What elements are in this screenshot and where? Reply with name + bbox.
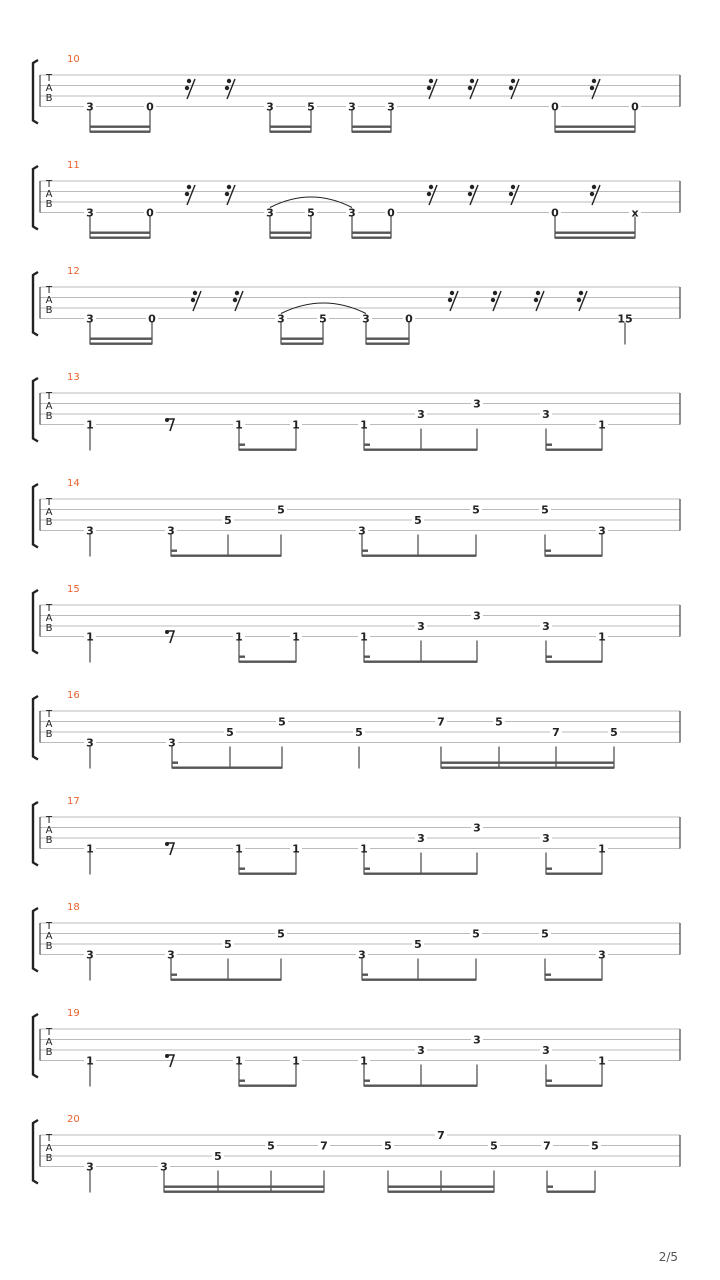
- beam: [545, 979, 602, 981]
- beam: [546, 1085, 602, 1087]
- rest-flag-dot: [165, 842, 169, 846]
- fret-number: 3: [266, 100, 274, 114]
- fret-number: 5: [541, 927, 549, 941]
- rest-flag-dot: [427, 192, 431, 196]
- tab-clef-letter: T: [45, 1027, 53, 1038]
- rest-flag-dot: [590, 86, 594, 90]
- tab-system: [33, 902, 680, 981]
- fret-number: 3: [358, 524, 366, 538]
- tab-clef-letter: B: [45, 93, 53, 104]
- fret-number: 0: [148, 312, 156, 326]
- beam: [239, 1085, 296, 1087]
- beam-partial: [546, 1080, 552, 1082]
- fret-number: 5: [495, 715, 503, 729]
- beam: [239, 661, 296, 663]
- beam: [90, 237, 150, 239]
- fret-number: 5: [610, 726, 618, 739]
- tab-system: [33, 54, 680, 133]
- tab-clef-letter: A: [45, 825, 53, 836]
- tab-clef-letter: B: [45, 411, 53, 422]
- beam-partial: [547, 1186, 553, 1188]
- system-bracket: [33, 60, 38, 124]
- beam: [546, 449, 602, 451]
- tab-system: [33, 372, 680, 451]
- tab-system: [33, 1114, 680, 1193]
- tab-clef-letter: A: [45, 401, 53, 412]
- fret-number: 3: [417, 620, 425, 633]
- rest-flag-dot: [429, 185, 433, 189]
- fret-number: 5: [267, 1139, 275, 1153]
- measure-number: 20: [67, 1114, 80, 1125]
- beam: [555, 131, 635, 133]
- beam: [555, 237, 635, 239]
- fret-number: 15: [617, 312, 633, 326]
- fret-number: 3: [167, 948, 175, 962]
- fret-number: 5: [355, 726, 363, 739]
- rest-flag-dot: [185, 86, 189, 90]
- fret-number: 1: [292, 842, 300, 856]
- fret-number: 3: [168, 736, 176, 750]
- beam: [171, 555, 281, 557]
- tab-clef-letter: T: [45, 73, 53, 84]
- fret-number: 3: [473, 821, 481, 835]
- fret-number: 1: [86, 842, 94, 856]
- tab-system: [33, 266, 680, 345]
- fret-number: 5: [224, 514, 232, 527]
- beam: [270, 237, 311, 239]
- fret-number: 1: [598, 1054, 606, 1068]
- beam-partial: [546, 868, 552, 870]
- tab-clef-letter: T: [45, 603, 53, 614]
- beam-partial: [364, 868, 370, 870]
- tab-clef-letter: B: [45, 199, 53, 210]
- beam-partial: [545, 550, 551, 552]
- beam: [352, 237, 391, 239]
- system-bracket: [33, 590, 38, 654]
- fret-number: 1: [235, 630, 243, 644]
- rest-flag-dot: [235, 291, 239, 295]
- fret-number: 1: [86, 1054, 94, 1068]
- measure-number: 14: [67, 478, 80, 489]
- beam-secondary: [90, 338, 152, 340]
- fret-number: 5: [541, 503, 549, 517]
- beam: [546, 873, 602, 875]
- rest-flag-dot: [493, 291, 497, 295]
- tab-clef-letter: B: [45, 835, 53, 846]
- rest-flag-dot: [509, 86, 513, 90]
- fret-number: 3: [542, 832, 550, 845]
- beam-secondary: [281, 338, 323, 340]
- beam-secondary: [352, 126, 391, 128]
- beam: [239, 449, 296, 451]
- fret-number: 5: [307, 206, 315, 220]
- fret-number: 5: [278, 715, 286, 729]
- fret-number: 0: [631, 100, 639, 114]
- fret-number: 0: [551, 100, 559, 114]
- tab-clef-letter: B: [45, 623, 53, 634]
- measure-number: 18: [67, 902, 80, 913]
- beam-partial: [239, 868, 245, 870]
- beam: [171, 979, 281, 981]
- fret-number: 1: [292, 418, 300, 432]
- tab-clef-letter: A: [45, 507, 53, 518]
- rest-flag-dot: [429, 79, 433, 83]
- tab-system: [33, 160, 680, 239]
- rest-flag-dot: [187, 79, 191, 83]
- rest-flag-dot: [579, 291, 583, 295]
- beam: [364, 873, 477, 875]
- fret-number: 3: [86, 1160, 94, 1174]
- rest-flag-dot: [427, 86, 431, 90]
- fret-number: 1: [360, 1054, 368, 1068]
- beam-secondary: [352, 232, 391, 234]
- rest-flag-dot: [468, 86, 472, 90]
- rest-flag-dot: [227, 79, 231, 83]
- fret-number: 0: [146, 100, 154, 114]
- fret-number: 3: [86, 948, 94, 962]
- fret-number: 3: [387, 100, 395, 114]
- beam: [239, 873, 296, 875]
- tab-clef-letter: A: [45, 189, 53, 200]
- fret-number: 1: [598, 842, 606, 856]
- fret-number: 1: [86, 630, 94, 644]
- beam-partial: [545, 974, 551, 976]
- beam-partial: [546, 444, 552, 446]
- fret-number: 3: [348, 206, 356, 220]
- beam: [364, 1085, 477, 1087]
- fret-number: 3: [167, 524, 175, 538]
- tab-system: [33, 690, 680, 769]
- fret-number: 3: [348, 100, 356, 114]
- fret-number: 3: [86, 206, 94, 220]
- fret-number: 3: [417, 408, 425, 421]
- fret-number: 5: [214, 1150, 222, 1163]
- fret-number: 1: [360, 630, 368, 644]
- tab-clef-letter: A: [45, 613, 53, 624]
- tab-clef-letter: A: [45, 931, 53, 942]
- fret-number: 3: [86, 524, 94, 538]
- tab-clef-letter: A: [45, 1143, 53, 1154]
- measure-number: 19: [67, 1008, 80, 1019]
- fret-number: 5: [490, 1139, 498, 1153]
- system-bracket: [33, 166, 38, 230]
- fret-number: 5: [472, 927, 480, 941]
- tab-clef-letter: T: [45, 285, 53, 296]
- rest-flag-dot: [165, 1054, 169, 1058]
- beam-partial: [171, 974, 177, 976]
- beam: [388, 1191, 494, 1193]
- system-bracket: [33, 908, 38, 972]
- fret-number: 5: [307, 100, 315, 114]
- fret-number: 1: [598, 630, 606, 644]
- fret-number: 5: [319, 312, 327, 326]
- beam-secondary: [366, 338, 409, 340]
- fret-number: 1: [235, 1054, 243, 1068]
- fret-number: 7: [552, 726, 560, 739]
- tab-clef-letter: B: [45, 1047, 53, 1058]
- beam-partial: [239, 656, 245, 658]
- fret-number: 3: [86, 312, 94, 326]
- rest-flag-dot: [450, 291, 454, 295]
- beam-secondary: [90, 232, 150, 234]
- beam-secondary: [90, 126, 150, 128]
- tab-clef-letter: B: [45, 305, 53, 316]
- rest-flag-dot: [470, 79, 474, 83]
- fret-number: 0: [387, 206, 395, 220]
- beam-partial: [364, 444, 370, 446]
- fret-number: 3: [598, 948, 606, 962]
- fret-number: 1: [235, 418, 243, 432]
- beam-secondary: [270, 126, 311, 128]
- beam: [545, 555, 602, 557]
- beam-partial: [546, 656, 552, 658]
- beam: [366, 343, 409, 345]
- measure-number: 15: [67, 584, 80, 595]
- fret-number: 3: [417, 832, 425, 845]
- measure-number: 16: [67, 690, 80, 701]
- rest-flag-dot: [227, 185, 231, 189]
- rest-flag-dot: [448, 298, 452, 302]
- beam-secondary: [388, 1186, 494, 1188]
- fret-number: 7: [543, 1139, 551, 1153]
- rest-flag-dot: [491, 298, 495, 302]
- fret-number: 5: [591, 1139, 599, 1153]
- measure-number: 11: [67, 160, 80, 171]
- system-bracket: [33, 1120, 38, 1184]
- fret-number: 3: [473, 1033, 481, 1047]
- beam-partial: [362, 974, 368, 976]
- fret-number: 3: [542, 620, 550, 633]
- rest-flag-dot: [536, 291, 540, 295]
- fret-number: 5: [226, 726, 234, 739]
- beam: [172, 767, 282, 769]
- beam: [164, 1191, 324, 1193]
- fret-number: 3: [86, 736, 94, 750]
- beam-partial: [362, 550, 368, 552]
- beam: [547, 1191, 595, 1193]
- measure-number: 12: [67, 266, 80, 277]
- rest-flag-dot: [187, 185, 191, 189]
- fret-number: 1: [292, 630, 300, 644]
- tab-clef-letter: A: [45, 719, 53, 730]
- fret-number: 3: [86, 100, 94, 114]
- rest-flag-dot: [165, 418, 169, 422]
- tab-clef-letter: A: [45, 83, 53, 94]
- fret-number: 0: [146, 206, 154, 220]
- rest-flag-dot: [468, 192, 472, 196]
- rest-flag-dot: [590, 192, 594, 196]
- beam: [270, 131, 311, 133]
- beam: [546, 661, 602, 663]
- beam: [362, 979, 476, 981]
- beam: [90, 343, 152, 345]
- beam-secondary: [555, 232, 635, 234]
- fret-number: 3: [473, 609, 481, 623]
- tab-clef-letter: T: [45, 709, 53, 720]
- fret-number: 3: [358, 948, 366, 962]
- fret-number: 1: [598, 418, 606, 432]
- measure-number: 13: [67, 372, 80, 383]
- beam-partial: [172, 762, 178, 764]
- tab-clef-letter: T: [45, 921, 53, 932]
- fret-number: 5: [384, 1139, 392, 1153]
- beam-partial: [239, 1080, 245, 1082]
- tab-clef-letter: B: [45, 1153, 53, 1164]
- fret-number: 7: [437, 715, 445, 729]
- fret-number: 0: [551, 206, 559, 220]
- fret-number: 3: [160, 1160, 168, 1174]
- rest-flag-dot: [165, 630, 169, 634]
- rest-flag-dot: [225, 192, 229, 196]
- fret-number: 3: [542, 1044, 550, 1057]
- system-bracket: [33, 1014, 38, 1078]
- fret-number: x: [631, 206, 639, 220]
- tab-clef-letter: B: [45, 729, 53, 740]
- fret-number: 7: [437, 1129, 445, 1142]
- rest-flag-dot: [534, 298, 538, 302]
- fret-number: 7: [320, 1139, 328, 1153]
- beam-secondary: [555, 126, 635, 128]
- beam-partial: [364, 656, 370, 658]
- beam-secondary: [270, 232, 311, 234]
- tab-system: [33, 478, 680, 557]
- tab-clef-letter: B: [45, 517, 53, 528]
- tab-clef-letter: A: [45, 295, 53, 306]
- tab-clef-letter: T: [45, 1133, 53, 1144]
- fret-number: 1: [360, 418, 368, 432]
- rest-flag-dot: [185, 192, 189, 196]
- fret-number: 3: [417, 1044, 425, 1057]
- system-bracket: [33, 802, 38, 866]
- fret-number: 5: [277, 503, 285, 517]
- tab-clef-letter: B: [45, 941, 53, 952]
- fret-number: 5: [224, 938, 232, 951]
- rest-flag-dot: [509, 192, 513, 196]
- rest-flag-dot: [470, 185, 474, 189]
- measure-number: 10: [67, 54, 80, 65]
- fret-number: 3: [598, 524, 606, 538]
- tab-clef-letter: T: [45, 497, 53, 508]
- system-bracket: [33, 696, 38, 760]
- system-bracket: [33, 378, 38, 442]
- beam: [281, 343, 323, 345]
- beam-secondary: [441, 762, 614, 764]
- beam: [441, 767, 614, 769]
- beam-partial: [171, 550, 177, 552]
- fret-number: 3: [277, 312, 285, 326]
- rest-flag-dot: [577, 298, 581, 302]
- beam: [362, 555, 476, 557]
- system-bracket: [33, 272, 38, 336]
- measure-number: 17: [67, 796, 80, 807]
- beam: [90, 131, 150, 133]
- fret-number: 1: [235, 842, 243, 856]
- rest-flag-dot: [225, 86, 229, 90]
- tab-clef-letter: T: [45, 391, 53, 402]
- fret-number: 1: [360, 842, 368, 856]
- rest-flag-dot: [191, 298, 195, 302]
- beam: [364, 449, 477, 451]
- tab-clef-letter: T: [45, 179, 53, 190]
- fret-number: 3: [473, 397, 481, 411]
- fret-number: 3: [362, 312, 370, 326]
- page-number: 2/5: [658, 1250, 678, 1264]
- rest-flag-dot: [193, 291, 197, 295]
- rest-flag-dot: [592, 79, 596, 83]
- tab-clef-letter: A: [45, 1037, 53, 1048]
- rest-flag-dot: [592, 185, 596, 189]
- tab-system: [33, 1008, 680, 1087]
- fret-number: 3: [266, 206, 274, 220]
- fret-number: 0: [405, 312, 413, 326]
- fret-number: 5: [277, 927, 285, 941]
- fret-number: 1: [86, 418, 94, 432]
- rest-flag-dot: [511, 79, 515, 83]
- fret-number: 1: [292, 1054, 300, 1068]
- fret-number: 5: [414, 514, 422, 527]
- tab-clef-letter: T: [45, 815, 53, 826]
- beam-partial: [364, 1080, 370, 1082]
- tab-system: [33, 584, 680, 663]
- fret-number: 5: [472, 503, 480, 517]
- rest-flag-dot: [233, 298, 237, 302]
- fret-number: 5: [414, 938, 422, 951]
- rest-flag-dot: [511, 185, 515, 189]
- tab-system: [33, 796, 680, 875]
- beam: [364, 661, 477, 663]
- fret-number: 3: [542, 408, 550, 421]
- beam: [352, 131, 391, 133]
- system-bracket: [33, 484, 38, 548]
- beam-secondary: [164, 1186, 324, 1188]
- beam-partial: [239, 444, 245, 446]
